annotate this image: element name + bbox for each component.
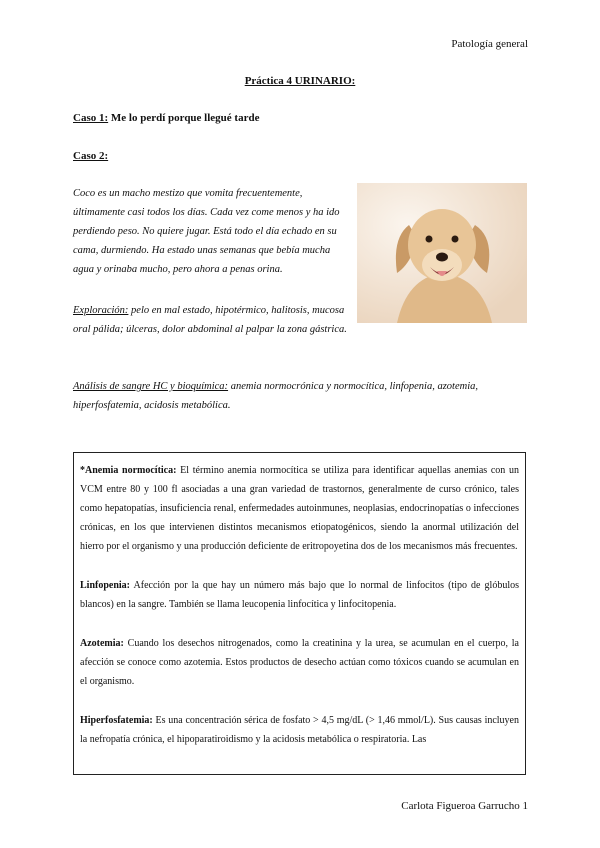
caso1-text: Me lo perdí porque llegué tarde xyxy=(110,112,260,124)
definition-anemia xyxy=(80,461,519,556)
definitions-box xyxy=(73,452,526,775)
definition-term: *Anemia normocítica: xyxy=(80,465,177,476)
caso1-label: Caso 1: xyxy=(73,112,109,124)
definition-term: Azotemia: xyxy=(80,638,124,649)
exploracion-text: pelo en mal estado, hipotérmico, halitosis, mucosa oral pálida; úlceras, dolor abdominal al palpar la zona gástrica. xyxy=(73,305,347,335)
dog-photo xyxy=(357,183,527,323)
analisis-paragraph xyxy=(73,377,513,415)
analisis-label: Análisis de sangre HC y bioquímica: xyxy=(73,381,229,392)
exploracion-paragraph xyxy=(73,301,348,339)
header-subject: Patología general xyxy=(451,38,528,50)
footer-author: Carlota Figueroa Garrucho 1 xyxy=(401,800,528,812)
analisis-text: anemia normocrónica y normocítica, linfopenia, azotemia, hiperfosfatemia, acidosis metabólica. xyxy=(73,381,478,411)
definition-linfopenia xyxy=(80,576,519,614)
definition-text: El término anemia normocítica se utiliza para identificar aquellas anemias con un VCM entre 80 y 100 fl asociadas a una gran variedad de trastornos, generalmente de curso crónico, tales como hepatopatías, insuficiencia renal, enfermedades autoinmunes, neoplasias, endocrinopatías o infecciones crónicas, en los que intervienen distintos mecanismos etiopatogénicos, siendo la anormal utilización del hierro por el organismo y una producción deficiente de eritropoyetina dos de los mecanismos más frecuentes. xyxy=(80,465,519,552)
definition-text: Es una concentración sérica de fosfato > 4,5 mg/dL (> 1,46 mmol/L). Sus causas incluyen la nefropatía crónica, el hipoparatiroidismo y la acidosis metabólica o respiratoria. Las xyxy=(80,715,519,745)
case-story: Coco es un macho mestizo que vomita frecuentemente, últimamente casi todos los días. Cada vez come menos y ha ido perdiendo peso. No quiere jugar. Está todo el día echado en su cama, durmiendo. Ha estado unas semanas que bebía mucha agua y orinaba mucho, pero ahora a penas orina. xyxy=(73,188,340,275)
caso2-label: Caso 2: xyxy=(73,150,109,162)
definition-term: Linfopenia: xyxy=(80,580,131,591)
definition-term: Hiperfosfatemia: xyxy=(80,715,153,726)
page-title: Práctica 4 URINARIO: xyxy=(244,75,356,87)
definition-text: Cuando los desechos nitrogenados, como la creatinina y la urea, se acumulan en el cuerpo, la afección se conoce como azotemia. Estos productos de desecho actúan como tóxicos cuando se acumulan en el organismo. xyxy=(80,638,519,687)
definition-azotemia xyxy=(80,634,519,691)
definition-hiperfosfatemia xyxy=(80,711,519,749)
caso1-heading xyxy=(73,112,259,124)
definition-text: Afección por la que hay un número más bajo que lo normal de linfocitos (tipo de glóbulos blancos) en la sangre. También se llama leucopenia linfocítica y linfocitopenia. xyxy=(80,580,519,610)
exploracion-label: Exploración: xyxy=(73,305,129,316)
